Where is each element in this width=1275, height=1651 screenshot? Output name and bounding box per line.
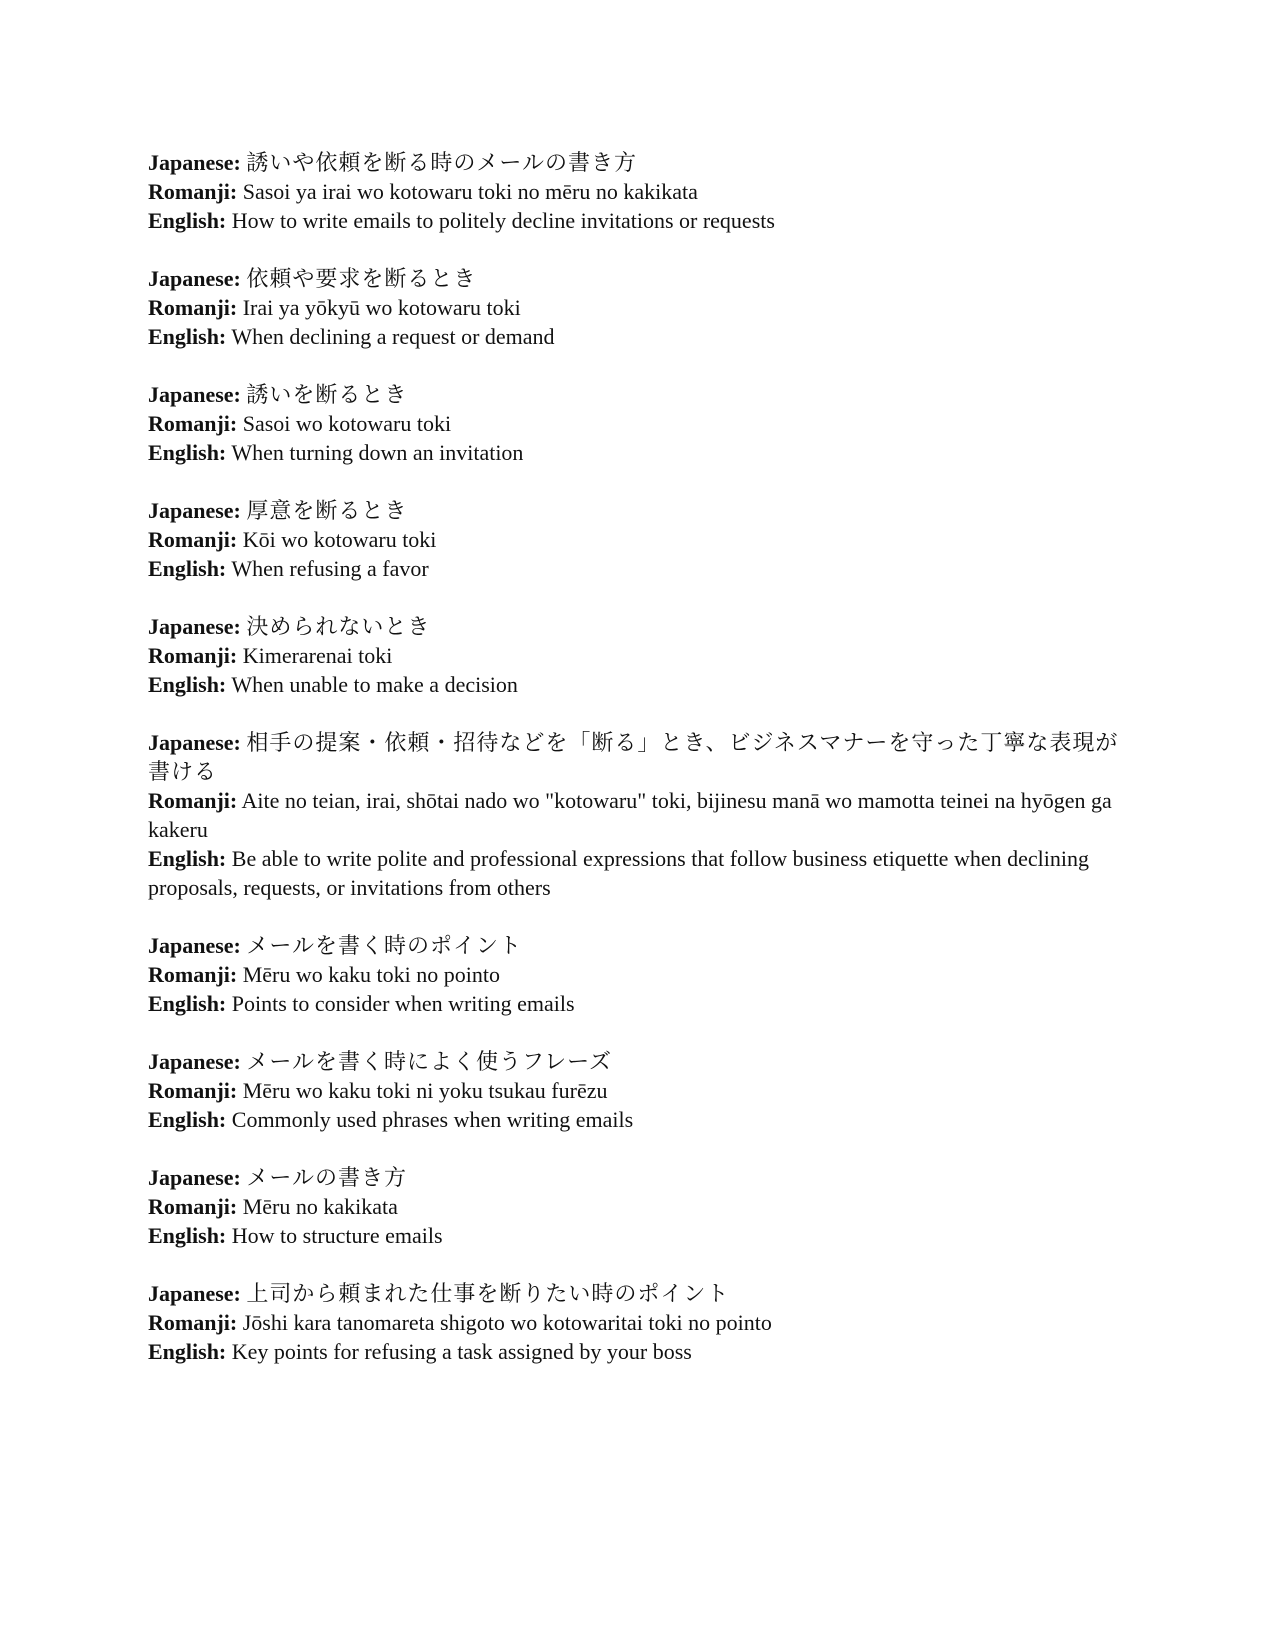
english-line (148, 670, 1128, 699)
english-text: Be able to write polite and professional expressions that follow business etiquette when declining proposals, requests, or invitations from others (148, 846, 1089, 900)
japanese-text: メールの書き方 (246, 1165, 407, 1190)
romanji-text: Kōi wo kotowaru toki (242, 527, 437, 552)
romanji-text: Aite no teian, irai, shōtai nado wo "kotowaru" toki, bijinesu manā wo mamotta teinei na hyōgen ga kakeru (148, 788, 1112, 842)
english-text: How to write emails to politely decline invitations or requests (231, 208, 775, 233)
english-label: English: (148, 1339, 227, 1364)
romanji-text: Mēru wo kaku toki ni yoku tsukau furēzu (242, 1078, 608, 1103)
english-label: English: (148, 440, 227, 465)
japanese-label: Japanese: (148, 150, 241, 175)
romanji-line (148, 525, 1128, 554)
japanese-label: Japanese: (148, 266, 241, 291)
romanji-line (148, 293, 1128, 322)
japanese-line (148, 931, 1128, 960)
english-label: English: (148, 208, 227, 233)
japanese-label: Japanese: (148, 730, 241, 755)
romanji-label: Romanji: (148, 1194, 238, 1219)
japanese-line (148, 1047, 1128, 1076)
romanji-label: Romanji: (148, 1078, 238, 1103)
phrase-entry (148, 931, 1128, 1018)
romanji-text: Jōshi kara tanomareta shigoto wo kotowaritai toki no pointo (242, 1310, 772, 1335)
japanese-text: 相手の提案・依頼・招待などを「断る」とき、ビジネスマナーを守った丁寧な表現が書ける (148, 730, 1119, 784)
japanese-label: Japanese: (148, 498, 241, 523)
romanji-label: Romanji: (148, 788, 238, 813)
romanji-line (148, 409, 1128, 438)
romanji-line (148, 641, 1128, 670)
english-text: When declining a request or demand (231, 324, 555, 349)
romanji-text: Sasoi ya irai wo kotowaru toki no mēru no kakikata (242, 179, 698, 204)
japanese-text: メールを書く時のポイント (246, 933, 522, 958)
japanese-line (148, 380, 1128, 409)
phrase-entry (148, 264, 1128, 351)
english-label: English: (148, 1223, 227, 1248)
english-text: How to structure emails (231, 1223, 443, 1248)
japanese-line (148, 1163, 1128, 1192)
japanese-label: Japanese: (148, 1165, 241, 1190)
english-text: Points to consider when writing emails (231, 991, 575, 1016)
romanji-label: Romanji: (148, 295, 238, 320)
english-line (148, 1221, 1128, 1250)
romanji-label: Romanji: (148, 643, 238, 668)
phrase-entry (148, 728, 1128, 902)
romanji-text: Irai ya yōkyū wo kotowaru toki (242, 295, 521, 320)
english-label: English: (148, 556, 227, 581)
english-line (148, 1105, 1128, 1134)
romanji-text: Mēru wo kaku toki no pointo (242, 962, 500, 987)
romanji-line (148, 1076, 1128, 1105)
japanese-line (148, 1279, 1128, 1308)
romanji-line (148, 960, 1128, 989)
english-line (148, 554, 1128, 583)
romanji-line (148, 177, 1128, 206)
japanese-line (148, 728, 1128, 786)
document-page (148, 148, 1128, 1395)
phrase-entry (148, 1047, 1128, 1134)
japanese-text: 厚意を断るとき (246, 498, 408, 523)
phrase-entry (148, 148, 1128, 235)
english-line (148, 844, 1128, 902)
romanji-label: Romanji: (148, 527, 238, 552)
english-label: English: (148, 991, 227, 1016)
japanese-label: Japanese: (148, 1281, 241, 1306)
japanese-text: 誘いや依頼を断る時のメールの書き方 (246, 150, 637, 175)
romanji-line (148, 1192, 1128, 1221)
romanji-line (148, 1308, 1128, 1337)
romanji-label: Romanji: (148, 179, 238, 204)
english-label: English: (148, 1107, 227, 1132)
english-label: English: (148, 324, 227, 349)
japanese-label: Japanese: (148, 382, 241, 407)
english-line (148, 206, 1128, 235)
english-label: English: (148, 846, 227, 871)
phrase-entry (148, 1279, 1128, 1366)
english-text: Key points for refusing a task assigned by your boss (231, 1339, 692, 1364)
english-line (148, 1337, 1128, 1366)
english-line (148, 989, 1128, 1018)
japanese-text: 上司から頼まれた仕事を断りたい時のポイント (246, 1281, 730, 1306)
japanese-label: Japanese: (148, 614, 241, 639)
romanji-label: Romanji: (148, 962, 238, 987)
romanji-label: Romanji: (148, 1310, 238, 1335)
english-line (148, 438, 1128, 467)
romanji-text: Mēru no kakikata (242, 1194, 398, 1219)
japanese-text: 決められないとき (246, 614, 431, 639)
phrase-entry (148, 496, 1128, 583)
japanese-line (148, 264, 1128, 293)
japanese-line (148, 496, 1128, 525)
romanji-line (148, 786, 1128, 844)
japanese-line (148, 612, 1128, 641)
phrase-entry (148, 380, 1128, 467)
japanese-label: Japanese: (148, 933, 241, 958)
phrase-entry (148, 1163, 1128, 1250)
english-text: When unable to make a decision (231, 672, 518, 697)
japanese-label: Japanese: (148, 1049, 241, 1074)
romanji-label: Romanji: (148, 411, 238, 436)
romanji-text: Kimerarenai toki (242, 643, 393, 668)
romanji-text: Sasoi wo kotowaru toki (242, 411, 452, 436)
japanese-line (148, 148, 1128, 177)
english-text: When refusing a favor (231, 556, 429, 581)
english-label: English: (148, 672, 227, 697)
english-text: Commonly used phrases when writing emails (231, 1107, 634, 1132)
japanese-text: 誘いを断るとき (246, 382, 408, 407)
english-text: When turning down an invitation (231, 440, 524, 465)
japanese-text: 依頼や要求を断るとき (246, 266, 477, 291)
japanese-text: メールを書く時によく使うフレーズ (246, 1049, 612, 1074)
english-line (148, 322, 1128, 351)
phrase-entry (148, 612, 1128, 699)
